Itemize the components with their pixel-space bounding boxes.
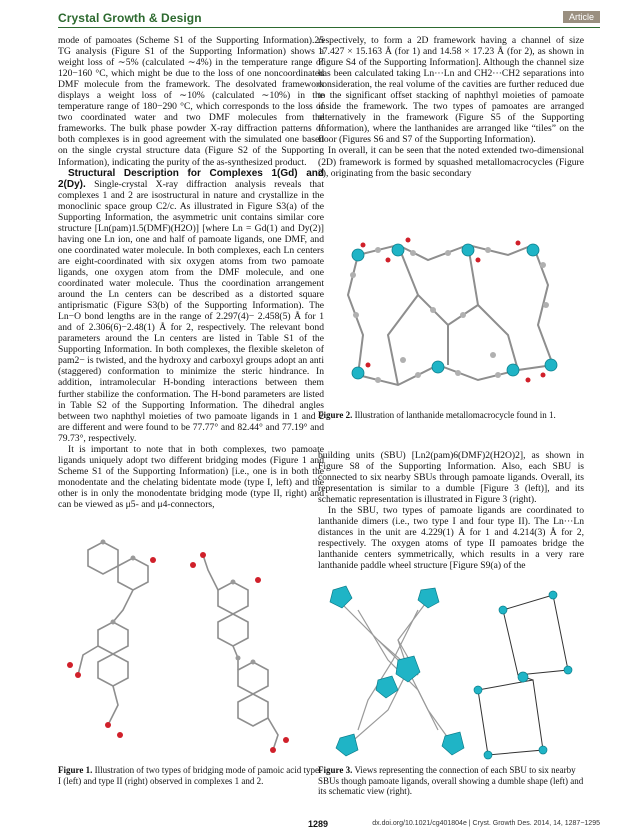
figure-1-caption — [58, 765, 324, 786]
bridging-mode-image — [58, 530, 324, 760]
sbu-network-left — [330, 586, 464, 756]
figure-2-label: Figure 2. — [318, 410, 353, 420]
left-column — [58, 35, 324, 510]
figure-3-caption-text: Views representing the connection of each SBU to six nearby SBUs though pamoate ligands, overall showing a dumble shape (left) and its schematic view (right). — [318, 765, 584, 796]
figure-2-caption-text: Illustration of lanthanide metallomacrocycle found in 1. — [354, 410, 556, 420]
figure-2 — [318, 215, 584, 440]
left-paragraph-2-text: Single-crystal X-ray diffraction analysis reveals that complexes 1 and 2 are isostructural in nature and crystallize in the monoclinic space group C2/c. As illustrated in Figure S3(a) of the Supporting Information, the asymmetric unit contains similar core structure [Ln(pam)1.5(DMF)(H2O)] [where Ln = Gd(1) and Dy(2)] having one Ln ion, one and half of pamoate ligands, one DMF, and one coordinated water molecule. In both complexes, each Ln centers are eight-coordinated with six oxygen atoms from two pamoate ligands, one oxygen atom from the DMF molecule, and one coordinated water molecule. Thus the coordination arrangement around the Ln centers can be described as a distorted square antiprismatic (Figure S3(b) of the Supporting Information). The Ln−O bond lengths are in the range of 2.297(4)− 2.458(5) Å for 1 and of 2.306(6)−2.48(1) Å for 2, respectively. The relevant bond parameters around the Ln centers are listed in Table S1 of the Supporting Information. In both complexes, the flexible skeleton of pam2− is twisted, and the hydroxy and carboxyl groups adopt an anti (staggered) conformation to minimize the steric hindrance. In addition, intramolecular H-bonding interactions between them further stabilize the conformation. The H-bond parameters are listed in Table S2 of the Supporting Information. The dihedral angles between two naphthyl moieties of two pamoate ligands in 1 and 2 are different and were found to be 77.77° and 82.44° and 77.19° and 79.73°, respectively. — [58, 178, 324, 444]
right-column-top — [318, 35, 584, 179]
section-title: Structural Description for Complexes 1(Gd) and 2(Dy). — [58, 167, 324, 190]
article-badge: Article — [563, 11, 600, 23]
figure-1-label: Figure 1. — [58, 765, 93, 775]
figure-3-caption — [318, 765, 584, 797]
sbu-schematic-right — [474, 591, 572, 759]
figure-1 — [58, 530, 324, 798]
left-paragraph-2 — [58, 168, 324, 444]
figure-2-caption — [318, 410, 584, 421]
dumble-sbu-image — [318, 580, 584, 760]
metallomacrocycle-image — [318, 215, 584, 405]
page-number: 1289 — [308, 819, 329, 829]
left-paragraph-1: mode of pamoates (Scheme S1 of the Supporting Information).25 TG analysis (Figure S1 of the Supporting Information) shows a weight loss of ∼5% (calculated ∼4%) in the temperature range of 120−160 °C, which might be due to the loss of one noncoordinated DMF molecule from the framework. The desolvated framework displays a weight loss of ∼10% (calculated ∼10%) in the temperature range of 180−290 °C, which corresponds to the loss of two coordinated water and two DMF molecules from the frameworks. The bulk phase powder X-ray diffraction patterns of both complexes is in good agreement with the simulated one based on the single crystal structure data (Figure S2 of the Supporting Information), indicating the purity of the as-synthesized product. — [58, 35, 324, 168]
right-paragraph-2: In overall, it can be seen that the noted extended two-dimensional (2D) framework is formed by squashed metallomacrocycles (Figure 2), originating from the basic secondary — [318, 145, 584, 179]
right-column-middle — [318, 450, 584, 572]
right-paragraph-3: building units (SBU) [Ln2(pam)6(DMF)2(H2O)2], as shown in Figure S8 of the Supporting Information. Also, each SBU is connected to six nearby SBUs through pamoate ligands. Overall, its representation is similar to a dumble [Figure 3 (left)], and its schematic representation is illustrated in Figure 3 (right). — [318, 450, 584, 506]
doi-citation[interactable]: dx.doi.org/10.1021/cg401804e | Cryst. Growth Des. 2014, 14, 1287−1295 — [372, 820, 600, 827]
figure-1-caption-text: Illustration of two types of bridging mode of pamoic acid type I (left) and type II (right) observed in complexes 1 and 2. — [58, 765, 320, 786]
figure-3 — [318, 580, 584, 795]
header-rule — [58, 27, 600, 28]
left-paragraph-3: It is important to note that in both complexes, two pamoate ligands uniquely adopt two different bridging modes (Figure 1 and Scheme S1 of the Supporting Information) [i.e., one is in both the monodentate and the chelating bidentate mode (type I, left) and the other is in only the monodentate bridging mode (type II, right) and can be viewed as μ5- and μ4-connectors, — [58, 443, 324, 510]
right-paragraph-4: In the SBU, two types of pamoate ligands are coordinated to lanthanide dimers (i.e., two type I and four type II). The Ln···Ln distances in the unit are 4.229(1) Å for 1 and 4.214(3) Å for 2, respectively. The oxygen atoms of type II pamoates bridge the lanthanide centers symmetrically, which results in a very rare lanthanide paddle wheel structure [Figure S9(a) of the — [318, 505, 584, 572]
journal-title: Crystal Growth & Design — [58, 11, 202, 25]
figure-3-label: Figure 3. — [318, 765, 353, 775]
right-paragraph-1: respectively, to form a 2D framework having a channel of size 17.427 × 15.163 Å (for 1) and 14.58 × 17.23 Å (for 2), as shown in Figure S4 of the Supporting Information]. Although the channel size has been calculated taking Ln···Ln and CH2···CH2 separations into consideration, the real volume of the cavities are further reduced due to the significant offset stacking of naphthyl moieties of pamoate inside the framework. The two types of pamoates are arranged alternatively in the framework (Figure S5 of the Supporting Information), where the lanthanides are arranged like “tiles” on the floor (Figures S6 and S7 of the Supporting Information). — [318, 35, 584, 146]
